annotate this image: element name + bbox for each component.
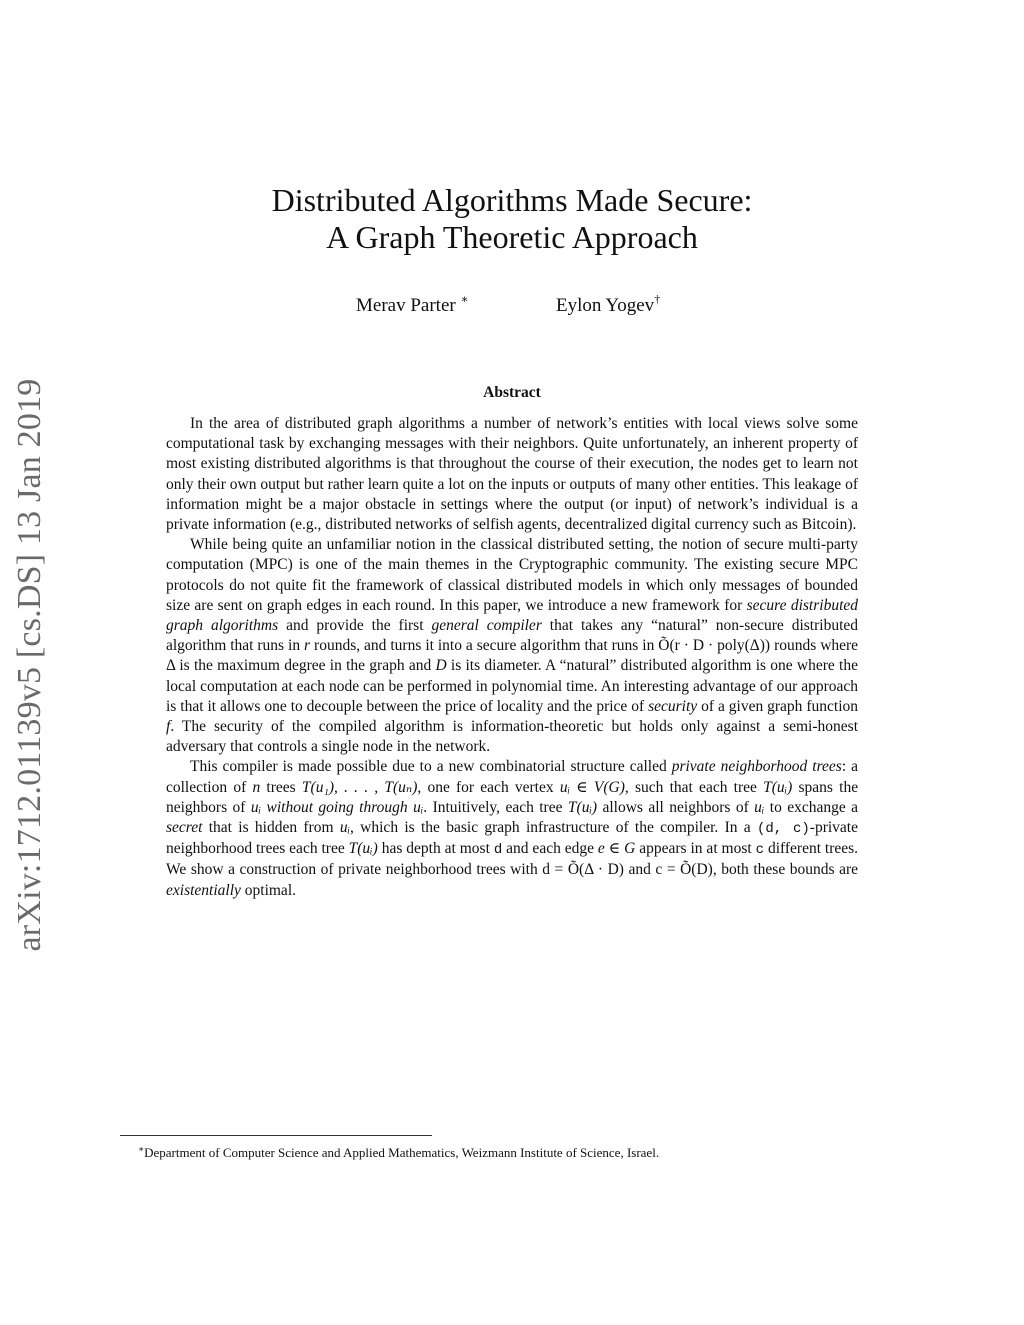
author-parter: Merav Parter ∗ bbox=[356, 292, 469, 316]
author-yogev: Eylon Yogev† bbox=[556, 292, 661, 316]
footnote-text: Department of Computer Science and Applied Mathematics, Weizmann Institute of Science, Israel. bbox=[144, 1145, 660, 1160]
abstract-body bbox=[166, 414, 858, 901]
arxiv-sidebar-stamp: arXiv:1712.01139v5 [cs.DS] 13 Jan 2019 bbox=[11, 378, 48, 952]
abstract-paragraph-3: This compiler is made possible due to a new combinatorial structure called private neighborhood trees: a collection of n trees T(u₁), . . . , T(uₙ), one for each vertex uᵢ ∈ V(G), such that each tree T(uᵢ) spans the neighbors of uᵢ without going through uᵢ. Intuitively, each tree T(uᵢ) allows all neighbors of uᵢ to exchange a secret that is hidden from uᵢ, which is the basic graph infrastructure of the compiler. In a (d, c)-private neighborhood trees each tree T(uᵢ) has depth at most d and each edge e ∈ G appears in at most c different trees. We show a construction of private neighborhood trees with d = Õ(Δ · D) and c = Õ(D), both these bounds are existentially optimal. bbox=[166, 758, 859, 899]
title-line-2: A Graph Theoretic Approach bbox=[326, 219, 698, 255]
title-line-1: Distributed Algorithms Made Secure: bbox=[271, 182, 753, 218]
abstract-heading: Abstract bbox=[483, 384, 541, 401]
footnote-mark: ∗ bbox=[138, 1144, 145, 1154]
abstract-paragraph-2: While being quite an unfamiliar notion in the classical distributed setting, the notion of secure multi-party computation (MPC) is one of the main themes in the Cryptographic community. The existing secure MPC protocols do not quite fit the framework of classical distributed models in which only messages of bounded size are sent on graph edges in each round. In this paper, we introduce a new framework for secure distributed graph algorithms and provide the first general compiler that takes any “natural” non-secure distributed algorithm that runs in r rounds, and turns it into a secure algorithm that runs in Õ(r · D · poly(Δ)) rounds where Δ is the maximum degree in the graph and D is its diameter. A “natural” distributed algorithm is one where the local computation at each node can be performed in polynomial time. An interesting advantage of our approach is that it allows one to decouple between the price of locality and the price of security of a given graph function f. The security of the compiled algorithm is information-theoretic but holds only against a semi-honest adversary that controls a single node in the network. bbox=[166, 536, 859, 756]
footnote bbox=[138, 1141, 898, 1161]
author-mark-parter: ∗ bbox=[460, 292, 469, 306]
abstract-paragraph-1: In the area of distributed graph algorithms a number of network’s entities with local views solve some computational task by exchanging messages with their neighbors. Quite unfortunately, an inherent property of most existing distributed algorithms is that throughout the course of their execution, the nodes get to learn not only their own output but rather learn quite a lot on the inputs or outputs of many other entities. This leakage of information might be a major obstacle in settings where the output (or input) of network’s individual is a private information (e.g., distributed networks of selfish agents, decentralized digital currency such as Bitcoin). bbox=[166, 415, 858, 534]
author-mark-yogev: † bbox=[654, 292, 661, 306]
footnote-divider bbox=[120, 1135, 432, 1136]
paper-title bbox=[0, 182, 1024, 256]
author-list bbox=[0, 292, 1024, 322]
